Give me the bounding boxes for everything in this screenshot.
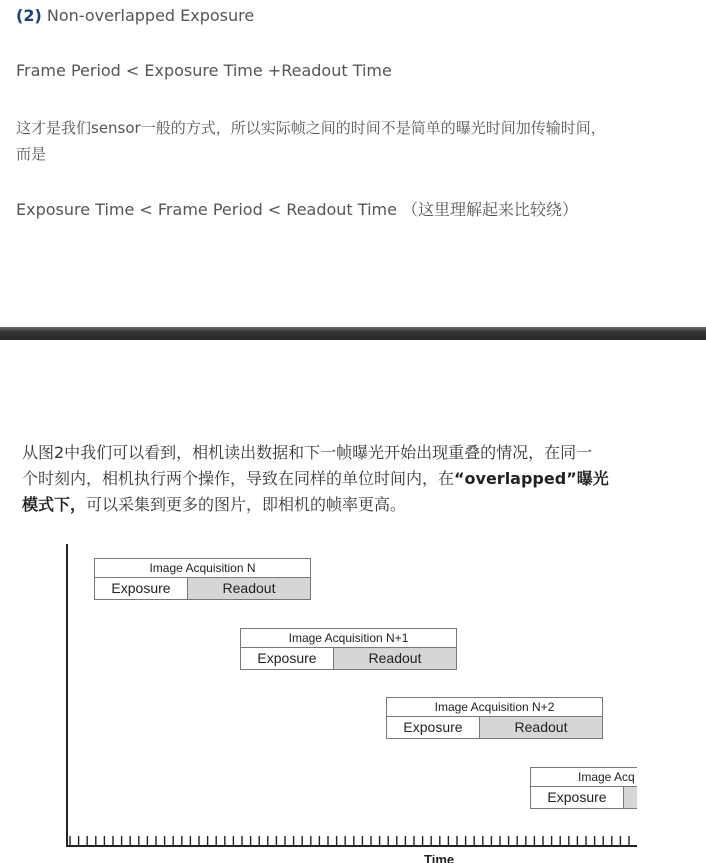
acquisition-title: Image Acquisition N+1 (240, 628, 457, 648)
article-line-2b: “overlapped”曝光 (454, 469, 609, 488)
article-line-2a: 个时刻内，相机执行两个操作，导致在同样的单位时间内，在 (22, 469, 455, 488)
section-divider (0, 327, 706, 340)
acquisition-box-n1 (240, 628, 457, 670)
x-axis-ticks (70, 836, 629, 846)
article-line-1: 从图2中我们可以看到，相机读出数据和下一帧曝光开始出现重叠的情况，在同一 (22, 443, 593, 462)
heading-number: (2) (16, 6, 42, 25)
note-line-2: 而是 (16, 145, 47, 163)
acquisition-box-n3-clip (530, 767, 637, 817)
time-axis-label: Time (424, 855, 455, 863)
section-heading (16, 4, 254, 28)
acquisition-title: Image Acquisition N (94, 558, 311, 578)
readout-cell: Readout (480, 717, 602, 738)
readout-cell: Readout (188, 578, 310, 599)
acquisition-title: Image Acq (530, 767, 637, 787)
readout-cell: Readout (334, 648, 456, 669)
readout-cell (624, 787, 637, 808)
acquisition-title: Image Acquisition N+2 (386, 697, 603, 717)
exposure-cell: Exposure (95, 578, 188, 599)
acquisition-box-n2 (386, 697, 603, 739)
timing-figure (0, 540, 706, 863)
formula-exposure: Exposure Time < Frame Period < Readout Time （这里理解起来比较绕） (16, 200, 579, 219)
article-paragraph (22, 440, 642, 518)
heading-text: Non-overlapped Exposure (46, 6, 255, 25)
formula-non-overlapped: Frame Period < Exposure Time +Readout Time (16, 61, 392, 80)
note-line-1: 这才是我们sensor一般的方式，所以实际帧之间的时间不是简单的曝光时间加传输时间， (16, 119, 606, 137)
exposure-cell: Exposure (387, 717, 480, 738)
exposure-cell: Exposure (241, 648, 334, 669)
acquisition-box-n (94, 558, 311, 600)
article-line-3a: 模式下， (22, 495, 87, 514)
exposure-cell: Exposure (531, 787, 624, 808)
acquisition-box-n3 (530, 767, 637, 809)
article-line-3b: 可以采集到更多的图片，即相机的帧率更高。 (86, 495, 407, 514)
